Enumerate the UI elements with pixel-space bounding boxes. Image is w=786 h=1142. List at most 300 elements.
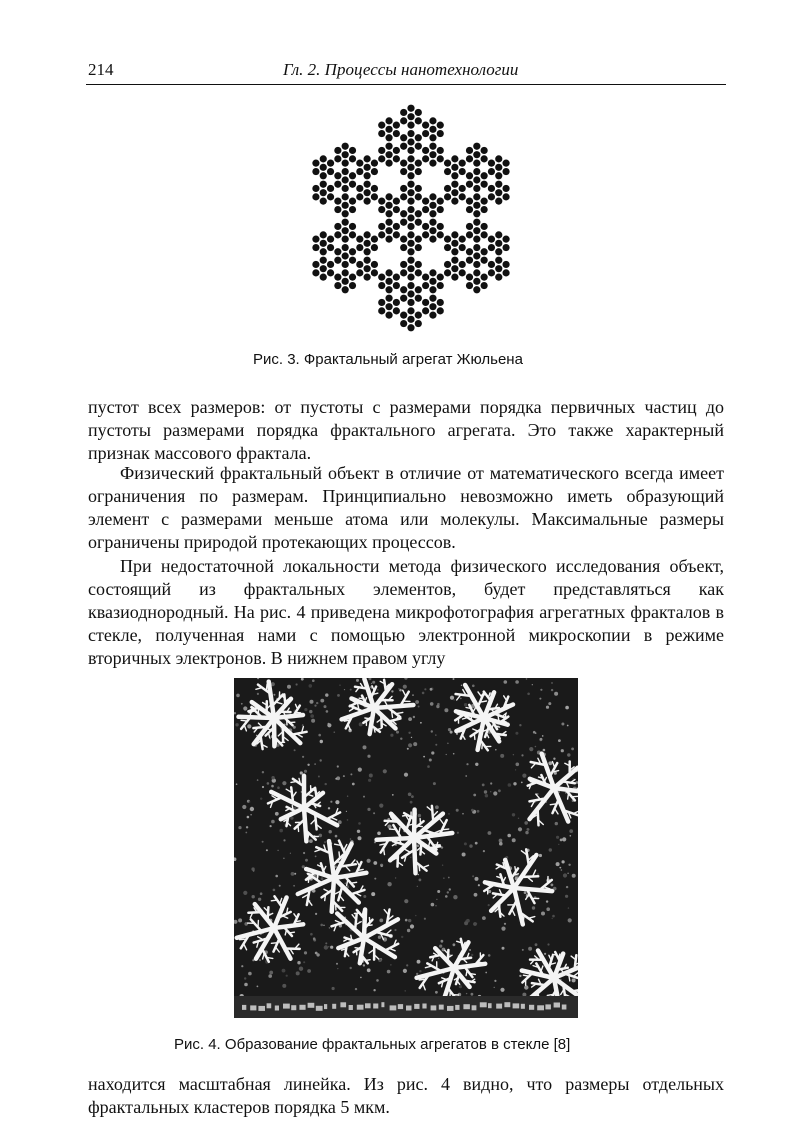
info-strip-mark (291, 1005, 296, 1010)
background-speckle (251, 867, 254, 870)
fractal-particle (371, 236, 378, 243)
fractal-particle (320, 172, 327, 179)
background-speckle (379, 919, 383, 923)
fractal-particle (422, 223, 429, 230)
background-speckle (419, 879, 422, 882)
figure-3-caption: Рис. 3. Фрактальный агрегат Жюльена (253, 351, 523, 368)
paragraph-1: пустот всех размеров: от пустоты с размерами порядка первичных частиц до пустоты размерами порядка фрактального агрегата. Это также характерный признак массового фрактала. (88, 397, 724, 463)
info-strip-mark (406, 1006, 412, 1011)
fractal-particle (466, 274, 473, 281)
background-speckle (435, 744, 437, 746)
background-speckle (244, 983, 248, 987)
background-speckle (561, 723, 564, 726)
background-speckle (329, 830, 332, 833)
fractal-particle (495, 181, 502, 188)
fractal-particle (349, 274, 356, 281)
info-strip-mark (504, 1002, 510, 1007)
background-speckle (519, 975, 521, 977)
fractal-particle (371, 168, 378, 175)
background-speckle (344, 689, 345, 690)
background-speckle (318, 734, 321, 737)
background-speckle (328, 946, 329, 947)
background-speckle (499, 839, 503, 843)
fractal-particle (466, 248, 473, 255)
background-speckle (324, 841, 326, 843)
background-speckle (512, 838, 516, 842)
fractal-particle (342, 286, 349, 293)
background-speckle (570, 835, 572, 837)
info-strip-mark (488, 1003, 492, 1008)
fractal-particle (327, 244, 334, 251)
background-speckle (542, 735, 544, 737)
background-speckle (571, 748, 574, 751)
background-speckle (304, 951, 307, 954)
info-strip-mark (242, 1005, 246, 1010)
fractal-particle (444, 236, 451, 243)
fractal-particle (481, 206, 488, 213)
background-speckle (532, 906, 535, 909)
background-speckle (337, 968, 338, 969)
fractal-particle (429, 312, 436, 319)
background-speckle (558, 844, 559, 845)
fractal-particle (312, 193, 319, 200)
background-speckle (376, 979, 379, 982)
info-strip-mark (554, 1003, 560, 1008)
background-speckle (381, 865, 383, 867)
background-speckle (346, 811, 347, 812)
fractal-particle (393, 307, 400, 314)
background-speckle (521, 782, 523, 784)
background-speckle (400, 738, 402, 740)
fractal-particle (481, 223, 488, 230)
fractal-particle (437, 299, 444, 306)
fractal-particle (371, 160, 378, 167)
fractal-particle (437, 231, 444, 238)
background-speckle (374, 878, 376, 880)
fractal-particle (385, 269, 392, 276)
background-speckle (448, 877, 450, 879)
background-speckle (334, 731, 336, 733)
background-speckle (363, 895, 366, 898)
fractal-particle (356, 261, 363, 268)
fractal-particle (481, 282, 488, 289)
background-speckle (548, 702, 551, 705)
fractal-particle (444, 244, 451, 251)
background-speckle (521, 754, 523, 756)
background-speckle (464, 921, 468, 925)
background-speckle (567, 753, 570, 756)
background-speckle (453, 753, 455, 755)
background-speckle (461, 685, 462, 686)
background-speckle (488, 890, 491, 893)
background-speckle (494, 980, 496, 982)
background-speckle (448, 813, 450, 815)
fractal-particle (451, 189, 458, 196)
background-speckle (387, 825, 391, 829)
fractal-particle (400, 168, 407, 175)
fractal-particle (429, 286, 436, 293)
background-speckle (526, 678, 528, 680)
fractal-particle (495, 198, 502, 205)
background-speckle (383, 769, 387, 773)
background-speckle (418, 874, 419, 875)
background-speckle (328, 807, 330, 809)
background-speckle (275, 875, 278, 878)
info-strip-mark (308, 1003, 315, 1008)
background-speckle (303, 852, 305, 854)
background-speckle (301, 678, 304, 681)
fractal-particle (481, 181, 488, 188)
background-speckle (418, 706, 420, 708)
background-speckle (431, 903, 435, 907)
background-speckle (406, 964, 408, 966)
background-speckle (315, 856, 317, 858)
background-speckle (314, 705, 316, 707)
background-speckle (551, 682, 552, 683)
background-speckle (290, 853, 291, 854)
background-speckle (482, 784, 485, 787)
fractal-particle (429, 126, 436, 133)
background-speckle (246, 826, 248, 828)
background-speckle (359, 722, 363, 726)
background-speckle (271, 785, 274, 788)
fractal-particle (407, 214, 414, 221)
background-speckle (493, 791, 497, 795)
background-speckle (367, 808, 370, 811)
fractal-particle (400, 244, 407, 251)
info-strip-mark (562, 1005, 567, 1010)
background-speckle (410, 924, 414, 928)
fractal-particle (393, 282, 400, 289)
background-speckle (367, 755, 370, 758)
background-speckle (304, 708, 307, 711)
background-speckle (488, 904, 490, 906)
background-speckle (552, 915, 555, 918)
fractal-particle (400, 219, 407, 226)
background-speckle (319, 834, 323, 838)
fractal-particle (444, 269, 451, 276)
background-speckle (335, 800, 339, 804)
fractal-particle (334, 248, 341, 255)
fractal-particle (407, 206, 414, 213)
background-speckle (394, 929, 396, 931)
background-speckle (504, 680, 508, 684)
background-speckle (515, 732, 518, 735)
fractal-particle (437, 130, 444, 137)
fractal-particle (356, 236, 363, 243)
background-speckle (495, 749, 497, 751)
background-speckle (500, 988, 504, 992)
background-speckle (560, 839, 563, 842)
fractal-particle (466, 147, 473, 154)
background-speckle (303, 961, 305, 963)
background-speckle (477, 810, 480, 813)
fractal-particle (429, 202, 436, 209)
info-strip-mark (537, 1005, 544, 1010)
fractal-particle (312, 261, 319, 268)
background-speckle (310, 700, 314, 704)
background-speckle (567, 725, 569, 727)
background-speckle (532, 684, 533, 685)
background-speckle (378, 936, 381, 939)
background-speckle (307, 969, 311, 973)
background-speckle (537, 873, 539, 875)
fractal-particle (378, 130, 385, 137)
background-speckle (269, 971, 273, 975)
background-speckle (478, 884, 480, 886)
fractal-particle (502, 269, 509, 276)
fractal-particle (473, 244, 480, 251)
fractal-particle (385, 143, 392, 150)
background-speckle (286, 975, 288, 977)
fractal-particle (459, 193, 466, 200)
fractal-particle (495, 189, 502, 196)
background-speckle (403, 969, 407, 973)
background-speckle (262, 786, 264, 788)
background-speckle (373, 812, 375, 814)
fractal-particle (407, 113, 414, 120)
fractal-particle (320, 265, 327, 272)
background-speckle (472, 875, 474, 877)
fractal-particle (407, 290, 414, 297)
fractal-particle (407, 130, 414, 137)
fractal-particle (385, 151, 392, 158)
info-strip-mark (283, 1004, 290, 1009)
fractal-particle (437, 274, 444, 281)
background-speckle (302, 724, 304, 726)
background-speckle (515, 769, 516, 770)
fractal-particle (451, 172, 458, 179)
fractal-particle (342, 261, 349, 268)
background-speckle (411, 795, 414, 798)
background-speckle (324, 705, 327, 708)
fractal-particle (407, 189, 414, 196)
background-speckle (347, 819, 349, 821)
background-speckle (325, 783, 327, 785)
fractal-particle (349, 282, 356, 289)
background-speckle (475, 763, 478, 766)
background-speckle (539, 698, 541, 700)
fractal-particle (342, 244, 349, 251)
background-speckle (527, 693, 530, 696)
fractal-particle (400, 320, 407, 327)
fractal-particle (371, 269, 378, 276)
background-speckle (350, 689, 352, 691)
background-speckle (424, 688, 426, 690)
background-speckle (417, 844, 420, 847)
fractal-particle (385, 202, 392, 209)
background-speckle (427, 765, 430, 768)
background-speckle (257, 693, 259, 695)
background-speckle (563, 873, 567, 877)
info-strip-mark (439, 1005, 444, 1010)
background-speckle (540, 738, 543, 741)
fractal-particle (488, 244, 495, 251)
fractal-particle (488, 269, 495, 276)
fractal-particle (502, 160, 509, 167)
figure-4-caption: Рис. 4. Образование фрактальных агрегатов в стекле [8] (174, 1036, 571, 1053)
fractal-particle (385, 295, 392, 302)
background-speckle (484, 790, 487, 793)
info-strip-mark (373, 1004, 378, 1009)
background-speckle (407, 748, 409, 750)
background-speckle (529, 947, 532, 950)
background-speckle (555, 822, 558, 825)
background-speckle (529, 747, 533, 751)
fractal-particle (312, 185, 319, 192)
fractal-particle (451, 181, 458, 188)
background-speckle (456, 809, 459, 812)
background-speckle (392, 794, 394, 796)
background-speckle (551, 884, 554, 887)
background-speckle (247, 816, 250, 819)
background-speckle (408, 919, 411, 922)
fractal-particle (312, 236, 319, 243)
header-rule (86, 84, 726, 85)
fractal-particle (473, 236, 480, 243)
fractal-particle (407, 299, 414, 306)
fractal-particle (364, 172, 371, 179)
fractal-particle (437, 122, 444, 129)
fractal-particle (429, 160, 436, 167)
fractal-particle (385, 126, 392, 133)
fractal-particle (459, 244, 466, 251)
fractal-particle (481, 248, 488, 255)
info-strip-mark (381, 1002, 384, 1007)
fractal-particle (378, 231, 385, 238)
fractal-cluster (298, 841, 367, 912)
background-speckle (453, 895, 457, 899)
fractal-particle (481, 147, 488, 154)
background-speckle (277, 850, 278, 851)
fractal-particle (495, 265, 502, 272)
info-strip-mark (250, 1005, 256, 1010)
background-speckle (282, 781, 286, 785)
background-speckle (407, 929, 410, 932)
fractal-particle (473, 269, 480, 276)
background-speckle (313, 937, 316, 940)
fractal-particle (415, 236, 422, 243)
fractal-particle (334, 198, 341, 205)
background-speckle (541, 912, 545, 916)
background-speckle (442, 865, 443, 866)
background-speckle (524, 821, 528, 825)
background-speckle (408, 793, 412, 797)
background-speckle (268, 974, 272, 978)
background-speckle (524, 985, 528, 989)
fractal-particle (415, 117, 422, 124)
info-strip-mark (390, 1005, 397, 1010)
background-speckle (271, 820, 275, 824)
fractal-particle (437, 307, 444, 314)
fractal-particle (327, 193, 334, 200)
background-speckle (457, 832, 459, 834)
fractal-particle (393, 122, 400, 129)
fractal-particle (466, 257, 473, 264)
fractal-particle (378, 206, 385, 213)
background-speckle (482, 916, 486, 920)
fractal-particle (422, 282, 429, 289)
fractal-particle (393, 299, 400, 306)
background-speckle (488, 831, 492, 835)
fractal-particle (385, 236, 392, 243)
background-speckle (369, 774, 373, 778)
fractal-particle (466, 181, 473, 188)
background-speckle (572, 874, 576, 878)
background-speckle (271, 776, 274, 779)
background-speckle (350, 967, 352, 969)
background-speckle (546, 907, 550, 911)
fractal-particle (481, 172, 488, 179)
fractal-particle (495, 164, 502, 171)
background-speckle (522, 949, 524, 951)
fractal-particle (407, 155, 414, 162)
background-speckle (415, 700, 419, 704)
fractal-particle (342, 143, 349, 150)
background-speckle (257, 678, 259, 679)
fractal-particle (334, 257, 341, 264)
fractal-particle (429, 269, 436, 276)
fractal-particle (488, 261, 495, 268)
background-speckle (302, 756, 304, 758)
fractal-particle (459, 160, 466, 167)
background-speckle (297, 961, 300, 964)
background-speckle (293, 885, 295, 887)
info-strip-mark (332, 1004, 336, 1009)
background-speckle (465, 775, 467, 777)
background-speckle (524, 891, 527, 894)
background-speckle (572, 978, 576, 982)
background-speckle (321, 877, 324, 880)
info-strip-mark (349, 1005, 353, 1010)
background-speckle (408, 743, 412, 747)
fractal-particle (342, 185, 349, 192)
fractal-particle (437, 282, 444, 289)
background-speckle (262, 841, 264, 843)
fractal-cluster (239, 682, 307, 750)
background-speckle (535, 943, 538, 946)
background-speckle (404, 678, 407, 680)
background-speckle (337, 765, 339, 767)
fractal-particle (342, 176, 349, 183)
fractal-particle (342, 202, 349, 209)
background-speckle (279, 829, 283, 833)
fractal-particle (378, 122, 385, 129)
fractal-particle (378, 198, 385, 205)
background-speckle (500, 754, 504, 758)
fractal-particle (393, 130, 400, 137)
fractal-particle (407, 164, 414, 171)
fractal-particle (415, 244, 422, 251)
background-speckle (320, 759, 322, 761)
background-speckle (309, 839, 313, 843)
paragraph-4: находится масштабная линейка. Из рис. 4 видно, что размеры отдельных фрактальных кластеров порядка 5 мкм. (88, 1074, 724, 1117)
background-speckle (415, 915, 416, 916)
fractal-particle (415, 210, 422, 217)
fractal-particle (378, 147, 385, 154)
fractal-particle (334, 282, 341, 289)
fractal-particle (451, 231, 458, 238)
fractal-particle (459, 269, 466, 276)
background-speckle (508, 783, 512, 787)
fractal-particle (400, 143, 407, 150)
fractal-particle (393, 231, 400, 238)
fractal-particle (473, 278, 480, 285)
fractal-particle (364, 265, 371, 272)
background-speckle (417, 960, 421, 964)
fractal-particle (334, 147, 341, 154)
fractal-particle (502, 193, 509, 200)
